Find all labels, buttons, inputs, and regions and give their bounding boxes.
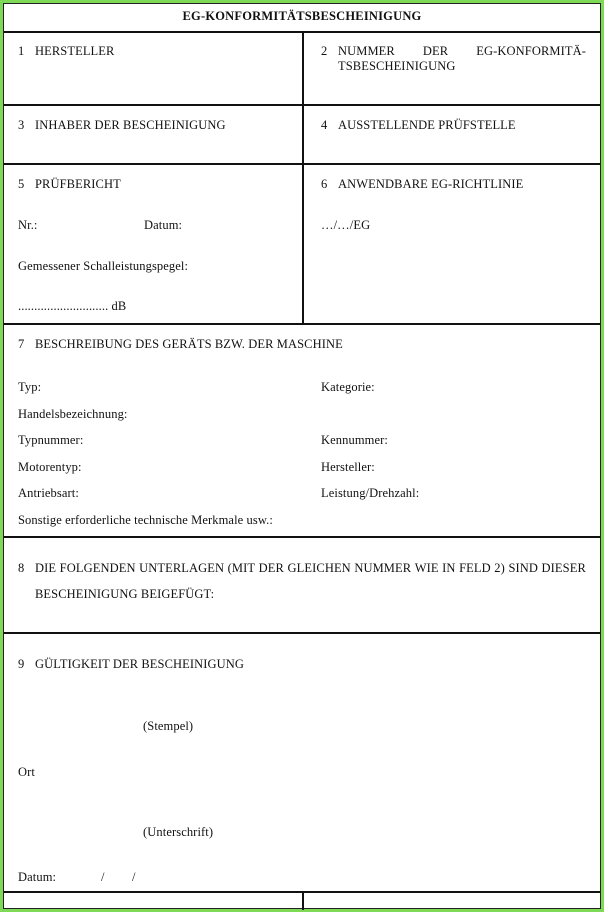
manufacturer-label: Hersteller: <box>321 460 375 474</box>
field-5-label: 5 PRÜFBERICHT <box>18 177 121 191</box>
field-9-label: 9 GÜLTIGKEIT DER BESCHEINIGUNG <box>18 657 245 671</box>
stamp-label: (Stempel) <box>143 719 194 733</box>
type-number-label: Typnummer: <box>18 433 84 447</box>
validity-date-label: Datum: <box>18 870 57 884</box>
sound-power-value: ............................ dB <box>18 299 127 313</box>
trade-name-label: Handelsbezeichnung: <box>18 407 128 421</box>
divider <box>302 164 304 323</box>
field-8-label: 8 DIE FOLGENDEN UNTERLAGEN (MIT DER GLEICHEN NUMMER WIE IN FELD 2) SIND DIESER BESCHEINIGUNG BEIGEFÜGT: <box>18 561 586 601</box>
engine-type-label: Motorentyp: <box>18 460 82 474</box>
form-title: EG-KONFORMITÄTSBESCHEINIGUNG <box>182 9 422 23</box>
certificate-form <box>3 3 601 909</box>
field-7-label: 7 BESCHREIBUNG DES GERÄTS BZW. DER MASCHINE <box>18 337 343 351</box>
field-3-label: 3 INHABER DER BESCHEINIGUNG <box>18 118 226 132</box>
signature-label: (Unterschrift) <box>143 825 214 839</box>
field-4-label: 4 AUSSTELLENDE PRÜFSTELLE <box>321 118 516 132</box>
directive-value: …/…/EG <box>321 218 371 232</box>
report-date-label: Datum: <box>144 218 183 232</box>
identification-number-label: Kennummer: <box>321 433 388 447</box>
divider <box>302 32 304 104</box>
date-separator: / <box>101 870 105 884</box>
date-separator: / <box>132 870 136 884</box>
field-6-label: 6 ANWENDBARE EG-RICHTLINIE <box>321 177 524 191</box>
divider <box>302 105 304 163</box>
drive-type-label: Antriebsart: <box>18 486 79 500</box>
report-number-label: Nr.: <box>18 218 38 232</box>
divider <box>4 632 600 634</box>
divider <box>4 536 600 538</box>
divider <box>4 323 600 325</box>
type-label: Typ: <box>18 380 42 394</box>
field-2-label: 2 NUMMER DER EG-KONFORMITÄ- TSBESCHEINIGUNG <box>321 44 586 73</box>
power-speed-label: Leistung/Drehzahl: <box>321 486 420 500</box>
field-1-label: 1 HERSTELLER <box>18 44 115 58</box>
category-label: Kategorie: <box>321 380 375 394</box>
divider <box>302 892 304 910</box>
other-features-label: Sonstige erforderliche technische Merkmale usw.: <box>18 513 273 527</box>
sound-power-label: Gemessener Schalleistungspegel: <box>18 259 189 273</box>
place-label: Ort <box>18 765 35 779</box>
